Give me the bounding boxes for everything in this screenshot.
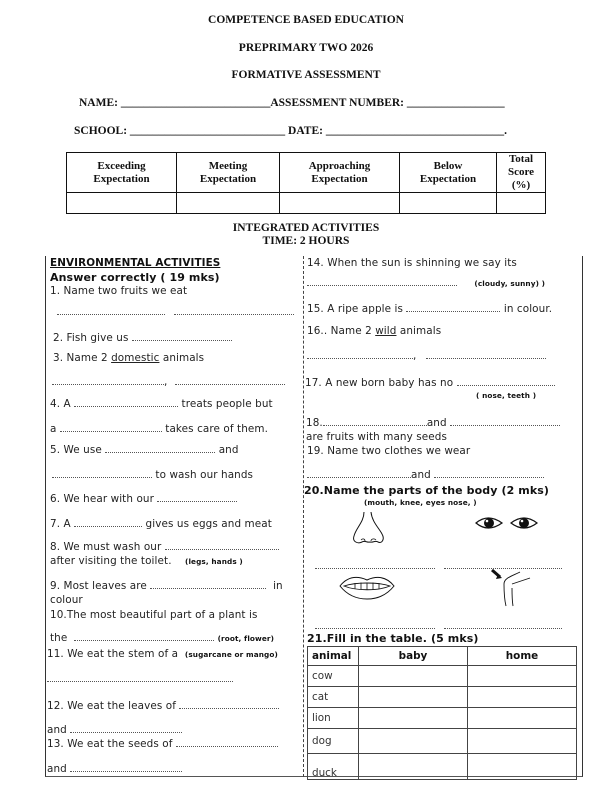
q19-answer-1[interactable] — [307, 469, 411, 478]
score-cell-below[interactable] — [400, 193, 497, 214]
q8-hint: (legs, hands ) — [185, 557, 243, 566]
question-20: 20.Name the parts of the body (2 mks) — [304, 484, 550, 497]
question-14: 14. When the sun is shinning we say its — [307, 257, 517, 269]
question-17: 17. A new born baby has no — [305, 377, 555, 389]
eyes-icon — [474, 514, 540, 532]
header-baby: baby — [359, 647, 468, 666]
q4-answer-2[interactable] — [60, 423, 162, 432]
q20-answer-nose[interactable] — [315, 560, 435, 569]
table-row-animal: duck — [308, 754, 359, 780]
col-approaching: Approaching Expectation — [280, 153, 400, 193]
q2-answer[interactable] — [132, 332, 232, 341]
q20-answers-row2 — [315, 620, 562, 632]
q20-hint: (mouth, knee, eyes nose, ) — [364, 498, 477, 507]
school-field[interactable]: ___________________________ — [129, 125, 286, 137]
lion-home-cell[interactable] — [468, 708, 577, 729]
question-4a: 4. A treats people but — [50, 398, 273, 410]
header-animal: animal — [308, 647, 359, 666]
question-16: 16.. Name 2 wild animals — [307, 325, 442, 337]
q20-answer-knee[interactable] — [444, 620, 562, 629]
question-18: 18. and — [306, 417, 560, 429]
q13-answer-2[interactable] — [70, 763, 182, 772]
question-15: 15. A ripe apple is in colour. — [307, 303, 553, 315]
q10-hint: (root, flower) — [217, 634, 275, 643]
school-heading: COMPETENCE BASED EDUCATION — [208, 14, 404, 26]
question-10b: the (root, flower) — [50, 632, 275, 644]
score-cell-total[interactable] — [497, 193, 546, 214]
name-row — [79, 97, 505, 109]
animal-table — [307, 646, 577, 780]
name-field[interactable]: __________________________ — [120, 97, 271, 109]
col-total: Total Score (%) — [497, 153, 546, 193]
question-6: 6. We hear with our — [50, 493, 237, 505]
table-row-animal: cat — [308, 687, 359, 708]
knee-icon — [490, 568, 534, 608]
col-meeting: Meeting Expectation — [177, 153, 280, 193]
duck-home-cell[interactable] — [468, 754, 577, 780]
q1-answer-1[interactable] — [57, 306, 165, 315]
question-12: 12. We eat the leaves of — [47, 700, 279, 712]
q1-answers — [57, 306, 294, 318]
table-row-animal: dog — [308, 729, 359, 754]
cow-home-cell[interactable] — [468, 666, 577, 687]
question-18b: are fruits with many seeds — [306, 431, 447, 443]
q3-answer-1[interactable] — [52, 376, 164, 385]
question-8a: 8. We must wash our — [50, 541, 279, 553]
q17-hint: ( nose, teeth ) — [476, 391, 537, 400]
q14-hint: (cloudy, sunny) ) — [474, 279, 546, 288]
question-5a: 5. We use and — [50, 444, 239, 456]
nose-icon — [350, 510, 386, 546]
q1-answer-2[interactable] — [174, 306, 294, 315]
q18-answer-1[interactable] — [323, 417, 427, 426]
question-12-and: and — [47, 724, 182, 736]
q9-answer[interactable] — [150, 580, 266, 589]
question-9b: colour — [50, 594, 83, 606]
time-allowed: TIME: 2 HOURS — [262, 235, 350, 247]
col-exceeding: Exceeding Expectation — [67, 153, 177, 193]
q16-answer-2[interactable] — [426, 350, 546, 359]
question-19: 19. Name two clothes we wear — [307, 445, 471, 457]
q14-answer-row — [307, 277, 545, 289]
q12-answer-1[interactable] — [179, 700, 279, 709]
question-10a: 10.The most beautiful part of a plant is — [50, 609, 258, 621]
assessment-number-label: ASSESSMENT NUMBER: — [270, 97, 405, 109]
score-cell-approaching[interactable] — [280, 193, 400, 214]
question-13: 13. We eat the seeds of — [47, 738, 278, 750]
q4-answer-1[interactable] — [74, 398, 178, 407]
score-cell-exceeding[interactable] — [67, 193, 177, 214]
q5-answer-1[interactable] — [105, 444, 215, 453]
dog-baby-cell[interactable] — [359, 729, 468, 754]
cat-home-cell[interactable] — [468, 687, 577, 708]
q6-answer[interactable] — [157, 493, 237, 502]
q16-answers: , — [307, 350, 546, 362]
assessment-heading: FORMATIVE ASSESSMENT — [231, 69, 381, 81]
score-table — [66, 152, 546, 214]
question-8b: after visiting the toilet. (legs, hands ) — [50, 555, 243, 567]
name-label: NAME: — [79, 97, 118, 109]
q11-answer-row — [47, 673, 233, 685]
question-7: 7. A gives us eggs and meat — [50, 518, 272, 530]
header-home: home — [468, 647, 577, 666]
col-below: Below Expectation — [400, 153, 497, 193]
mouth-icon — [338, 572, 396, 600]
table-row-animal: cow — [308, 666, 359, 687]
question-13-and: and — [47, 763, 182, 775]
school-label: SCHOOL: — [74, 125, 128, 137]
question-21: 21.Fill in the table. (5 mks) — [307, 632, 479, 645]
score-cell-meeting[interactable] — [177, 193, 280, 214]
question-2: 2. Fish give us — [53, 332, 232, 344]
q8-answer[interactable] — [165, 541, 279, 550]
q11-hint: (sugarcane or mango) — [184, 650, 278, 659]
table-row-animal: lion — [308, 708, 359, 729]
q17-answer[interactable] — [457, 377, 555, 386]
q19-answers: and — [307, 469, 544, 481]
dog-home-cell[interactable] — [468, 729, 577, 754]
q20-answer-mouth[interactable] — [315, 620, 435, 629]
q5-answer-2[interactable] — [52, 469, 152, 478]
q7-answer[interactable] — [74, 518, 142, 527]
q3-answer-2[interactable] — [175, 376, 285, 385]
class-heading: PREPRIMARY TWO 2026 — [238, 42, 374, 54]
q11-answer[interactable] — [47, 673, 233, 682]
question-9a: 9. Most leaves are in — [50, 580, 283, 592]
q15-answer[interactable] — [406, 303, 500, 312]
q14-answer[interactable] — [307, 277, 457, 286]
assessment-number-field[interactable]: _________________ — [406, 97, 505, 109]
question-4b: a takes care of them. — [50, 423, 268, 435]
cat-baby-cell[interactable] — [359, 687, 468, 708]
column-divider — [303, 256, 304, 777]
q19-answer-2[interactable] — [434, 469, 544, 478]
q12-answer-2[interactable] — [70, 724, 182, 733]
question-5b: to wash our hands — [52, 469, 253, 481]
lion-baby-cell[interactable] — [359, 708, 468, 729]
question-3: 3. Name 2 domestic animals — [53, 352, 205, 364]
date-field[interactable]: _______________________________. — [325, 125, 507, 137]
date-label: DATE: — [288, 125, 323, 137]
section-title: ENVIRONMENTAL ACTIVITIES — [50, 257, 221, 269]
q16-answer-1[interactable] — [307, 350, 413, 359]
school-row — [74, 125, 507, 137]
question-1: 1. Name two fruits we eat — [50, 285, 188, 297]
q18-answer-2[interactable] — [450, 417, 560, 426]
cow-baby-cell[interactable] — [359, 666, 468, 687]
q13-answer-1[interactable] — [176, 738, 278, 747]
subject-title: INTEGRATED ACTIVITIES — [232, 222, 380, 234]
q3-answers: , — [52, 376, 285, 388]
q10-answer[interactable] — [74, 632, 214, 641]
duck-baby-cell[interactable] — [359, 754, 468, 780]
instruction: Answer correctly ( 19 mks) — [50, 271, 220, 284]
question-11: 11. We eat the stem of a (sugarcane or mango) — [47, 648, 278, 660]
